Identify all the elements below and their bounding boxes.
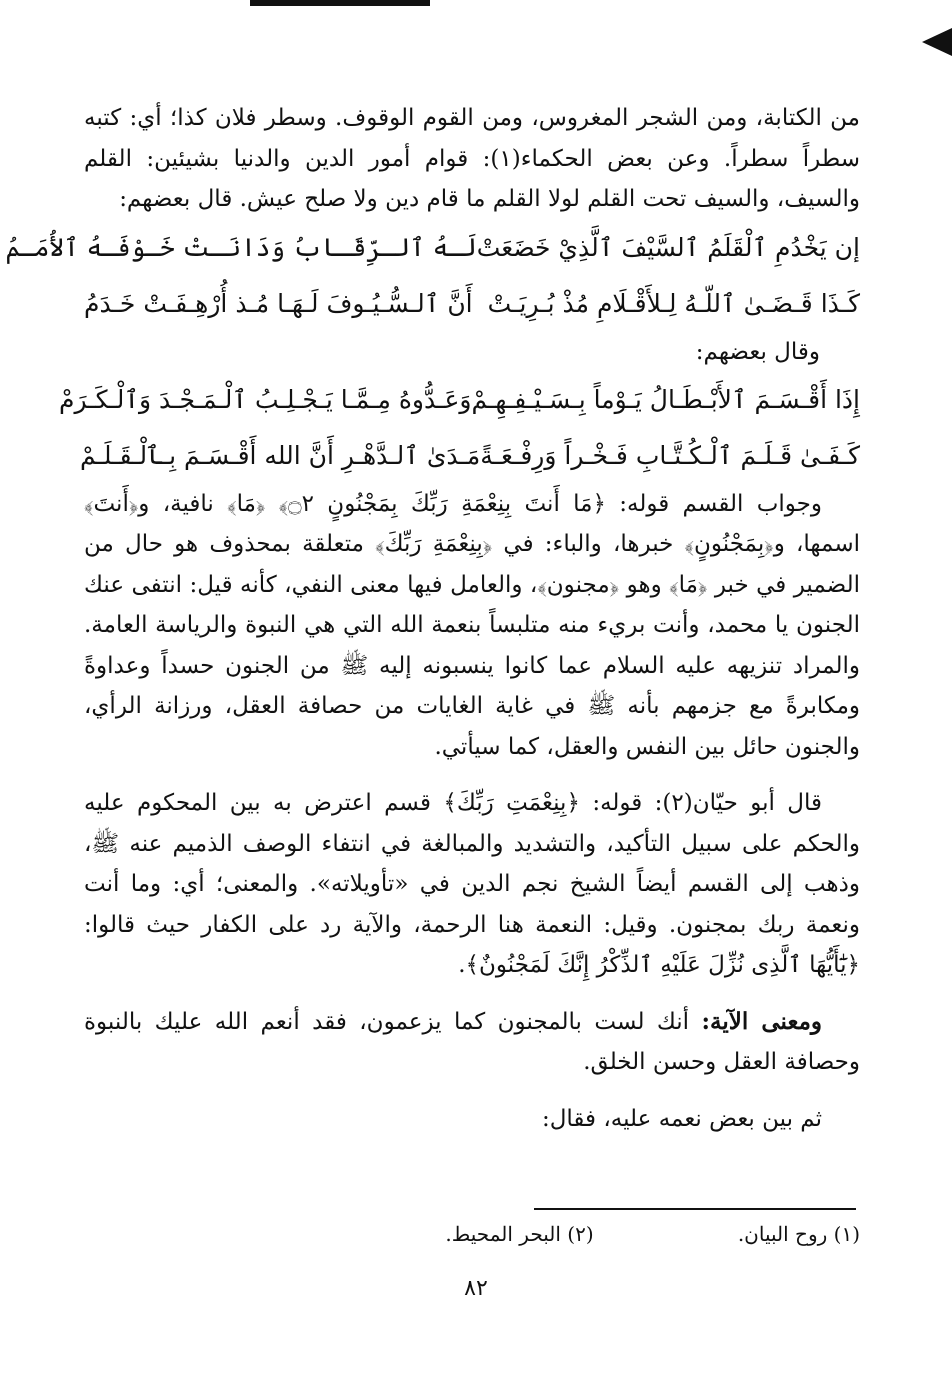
verse-hemistich-second: وَعَـدُّوهُ مِـمَّـا يَـجْـلِـبُ ٱلْـمَـجْـدَ وَٱلْـكَـرَمْ [59, 384, 472, 414]
verse-hemistich-second: أَنَّ ٱلـسُّـيُـوفَ لَـهَـا مُـذ أُرْهِـفَـتْ خَـدَمُ [84, 288, 473, 318]
top-rule [250, 0, 430, 6]
footnotes [445, 1222, 860, 1246]
paragraph-closing: ثم بين بعض نعمه عليه، فقال: [541, 1105, 822, 1132]
verse-line [79, 428, 860, 484]
poem-block-1 [5, 220, 860, 332]
page-number: ٨٢ [464, 1276, 488, 1301]
verse-hemistich-first: كَـذَا قَـضَـىٰ ٱللّـهُ لِـلأَقْـلَامِ مُذْ بُـرِيَـتْ [487, 288, 860, 318]
verse-line [59, 372, 860, 428]
verse-hemistich-first: كَـفَـىٰ قَـلَـمَ ٱلْـكُـتَّـابِ فَـخْـراً وَرِفْـعَـةً [480, 440, 860, 470]
corner-tab-mark [922, 28, 952, 56]
meaning-label: ومعنى الآية: [701, 1007, 822, 1035]
verse-hemistich-first: إِذَا أَقْـسَـمَ ٱلأَبْـطَـالُ يَـوْماً بِـسَـيْـفِـهِـمْ [471, 384, 860, 414]
paragraph-oath-answer: وجواب القسم قوله: ﴿مَا أَنتَ بِنِعْمَةِ رَبِّكَ بِمَجْنُونٍ ۝٢﴾ ﴿مَا﴾ نافية، و﴿أَنتَ﴾ اسمها، و﴿بِمَجْنُونٍ﴾ خبرها، والباء: في ﴿بِنِعْمَةِ رَبِّكَ﴾ متعلقة بمحذوف هو حال من الضمير في خبر ﴿مَا﴾ وهو ﴿مجنون﴾، والعامل فيها معنى النفي، كأنه قيل: انتفى عنك الجنون يا محمد، وأنت بريء منه متلبساً بنعمة الله التي هي النبوة والرياسة العامة. والمراد تنزيهه عليه السلام عما كانوا ينسبونه إليه ﷺ من الجنون حسداً وعداوةً ومكابرةً مع جزمهم بأنه ﷺ في غاية الغايات من حصافة العقل، ورزانة الرأي، والجنون حائل بين النفس والعقل، كما سيأتي. [84, 490, 860, 760]
verse-hemistich-second: مَـدَىٰ ٱلـدَّهْـرِ أَنَّ الله أَقْـسَـمَ بِـٱلْـقَـلَـمْ [79, 440, 481, 470]
verse-line [5, 220, 860, 276]
verse-hemistich-first: إن يَخْدُمِ ٱلْقَلَمُ ٱلسَّيْفَ ٱلَّذِيْ خَضَعَتْ [476, 232, 860, 262]
verse-hemistich-second: لَـهُ ٱلـرِّقَـابُ وَدَانَـتْ خَـوْفَـهُ ٱلأُمَـمُ [5, 232, 477, 262]
footnote-rule [534, 1208, 856, 1210]
verse-intro: وقال بعضهم: [695, 338, 820, 365]
page-body [5, 98, 860, 1139]
verse-line [84, 276, 860, 332]
paragraph-abu-hayyan: قال أبو حيّان(٢): قوله: ﴿بِنِعْمَتِ رَبِّكَ﴾ قسم اعترض به بين المحكوم عليه والحكم على سبيل التأكيد، والتشديد والمبالغة في انتفاء الوصف الذميم عنه ﷺ، وذهب إلى القسم أيضاً الشيخ نجم الدين في «تأويلاته». والمعنى؛ أي: وما أنت ونعمة ربك بمجنون. وقيل: النعمة هنا الرحمة، والآية رد على الكفار حيث قالوا: ﴿يَٰٓأَيُّهَا ٱلَّذِى نُزِّلَ عَلَيْهِ ٱلذِّكْرُ إِنَّكَ لَمَجْنُونٌ﴾. [84, 790, 860, 978]
poem-block-2 [59, 372, 860, 484]
footnote-2: (٢) البحر المحيط. [445, 1222, 594, 1246]
paragraph-meaning: ومعنى الآية: أنك لست بالمجنون كما يزعمون، فقد أنعم الله عليك بالنبوة وحصافة العقل وحسن الخلق. [84, 1007, 860, 1075]
footnote-1: (١) روح البيان. [737, 1222, 860, 1246]
paragraph-intro: من الكتابة، ومن الشجر المغروس، ومن القوم الوقوف. وسطر فلان كذا؛ أي: كتبه سطراً سطراً. وعن بعض الحكماء(١): قوام أمور الدين والدنيا بشيئين: القلم والسيف، والسيف تحت القلم لولا القلم ما قام دين ولا صلح عيش. قال بعضهم: [84, 105, 860, 212]
